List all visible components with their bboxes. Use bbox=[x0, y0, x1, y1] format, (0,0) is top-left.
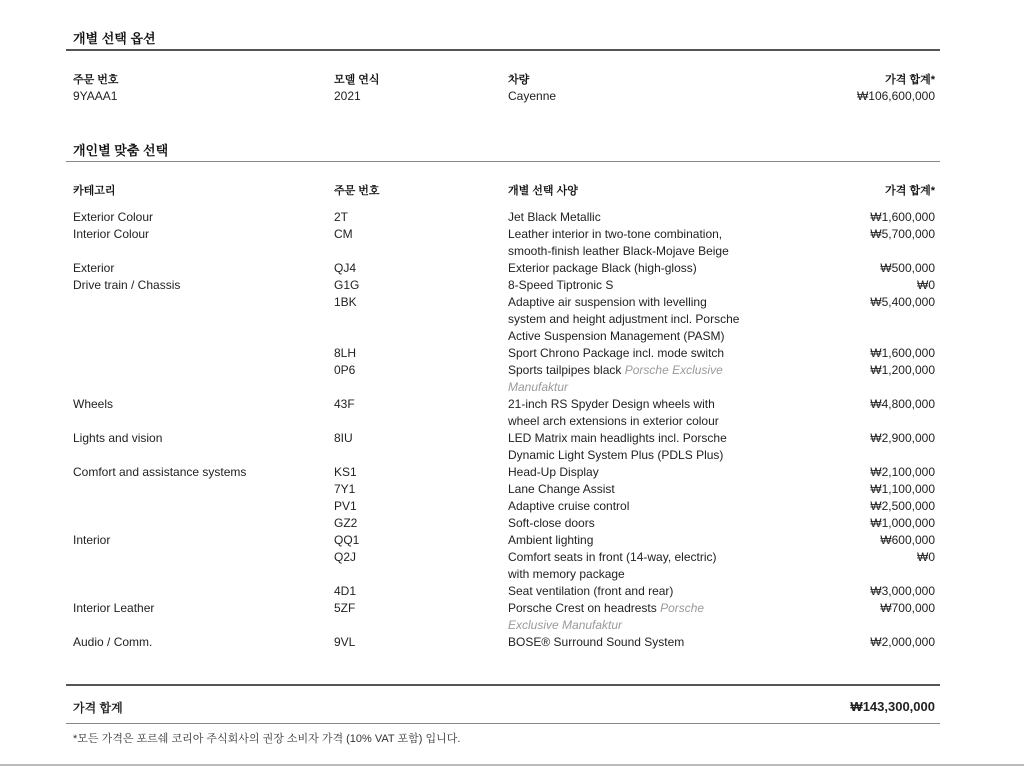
row-category: Audio / Comm. bbox=[73, 635, 153, 649]
row-description-line: BOSE® Surround Sound System bbox=[508, 635, 685, 649]
row-description-line: smooth-finish leather Black-Mojave Beige bbox=[508, 244, 729, 258]
row-price: ₩600,000 bbox=[880, 533, 935, 547]
row-category: Exterior bbox=[73, 261, 115, 275]
row-code: 9VL bbox=[334, 635, 356, 649]
row-price: ₩2,100,000 bbox=[870, 465, 935, 479]
row-code: 8IU bbox=[334, 431, 353, 445]
row-code: Q2J bbox=[334, 550, 357, 564]
row-description-line: Adaptive cruise control bbox=[508, 499, 630, 513]
row-category: Lights and vision bbox=[73, 431, 163, 445]
row-price: ₩3,000,000 bbox=[870, 584, 935, 598]
row-description-line: with memory package bbox=[508, 567, 625, 581]
row-description-line: Active Suspension Management (PASM) bbox=[508, 329, 725, 343]
row-description-line: 8-Speed Tiptronic S bbox=[508, 278, 614, 292]
row-description-line: Head-Up Display bbox=[508, 465, 599, 479]
row-price: ₩0 bbox=[917, 278, 935, 292]
model-year-label: 모델 연식 bbox=[334, 74, 380, 86]
divider bbox=[66, 684, 940, 686]
divider bbox=[66, 161, 940, 162]
row-description-line: Seat ventilation (front and rear) bbox=[508, 584, 674, 598]
row-price: ₩4,800,000 bbox=[870, 397, 935, 411]
row-price: ₩1,600,000 bbox=[870, 210, 935, 224]
price-header: 가격 합계* bbox=[885, 185, 935, 197]
row-code: 8LH bbox=[334, 346, 357, 360]
row-price: ₩2,900,000 bbox=[870, 431, 935, 445]
individual-options-title: 개별 선택 옵션 bbox=[73, 31, 156, 46]
divider bbox=[66, 723, 940, 724]
row-price: ₩1,200,000 bbox=[870, 363, 935, 377]
base-price-value: ₩106,600,000 bbox=[856, 89, 935, 103]
row-description-line: Porsche Crest on headrests Porsche bbox=[508, 601, 705, 615]
row-description-line: Ambient lighting bbox=[508, 533, 594, 547]
row-description bbox=[508, 549, 808, 583]
row-description-line: Lane Change Assist bbox=[508, 482, 615, 496]
row-description-line: Sport Chrono Package incl. mode switch bbox=[508, 346, 725, 360]
row-price: ₩0 bbox=[917, 550, 935, 564]
row-description bbox=[508, 226, 808, 260]
row-price: ₩1,600,000 bbox=[870, 346, 935, 360]
row-description-line: Dynamic Light System Plus (PDLS Plus) bbox=[508, 448, 724, 462]
row-description bbox=[508, 294, 808, 345]
row-description-line: Sports tailpipes black Porsche Exclusive bbox=[508, 363, 723, 377]
row-description-line: LED Matrix main headlights incl. Porsche bbox=[508, 431, 727, 445]
page-edge bbox=[0, 764, 1024, 766]
row-code: GZ2 bbox=[334, 516, 358, 530]
row-price: ₩2,000,000 bbox=[870, 635, 935, 649]
row-price: ₩5,400,000 bbox=[870, 295, 935, 309]
exclusive-manufaktur-note: Porsche Exclusive bbox=[621, 363, 723, 377]
grand-total-value: ₩143,300,000 bbox=[850, 699, 935, 714]
category-header: 카테고리 bbox=[73, 185, 116, 197]
row-price: ₩1,100,000 bbox=[870, 482, 935, 496]
row-category: Interior Leather bbox=[73, 601, 155, 615]
row-description-line: Jet Black Metallic bbox=[508, 210, 601, 224]
row-description-line: system and height adjustment incl. Porsche bbox=[508, 312, 740, 326]
divider bbox=[66, 49, 940, 51]
row-description bbox=[508, 209, 808, 226]
order-number-header: 주문 번호 bbox=[334, 185, 380, 197]
exclusive-manufaktur-note: Manufaktur bbox=[508, 380, 569, 394]
row-code: 1BK bbox=[334, 295, 357, 309]
row-code: 5ZF bbox=[334, 601, 356, 615]
exclusive-manufaktur-note: Porsche bbox=[656, 601, 705, 615]
footnote: *모든 가격은 포르쉐 코리아 주식회사의 권장 소비자 가격 (10% VAT 포함) 입니다. bbox=[73, 733, 461, 745]
row-code: 43F bbox=[334, 397, 355, 411]
row-category: Interior bbox=[73, 533, 111, 547]
row-description-line: 21-inch RS Spyder Design wheels with bbox=[508, 397, 715, 411]
custom-selection-title: 개인별 맞춤 선택 bbox=[73, 143, 169, 158]
row-price: ₩5,700,000 bbox=[870, 227, 935, 241]
row-description bbox=[508, 464, 808, 481]
row-code: CM bbox=[334, 227, 353, 241]
row-description-line: Leather interior in two-tone combination, bbox=[508, 227, 723, 241]
row-category: Wheels bbox=[73, 397, 114, 411]
row-description bbox=[508, 532, 808, 549]
row-description bbox=[508, 498, 808, 515]
exclusive-manufaktur-note: Exclusive Manufaktur bbox=[508, 618, 623, 632]
row-price: ₩700,000 bbox=[880, 601, 935, 615]
vehicle-value: Cayenne bbox=[508, 89, 557, 103]
row-description bbox=[508, 515, 808, 532]
row-description bbox=[508, 345, 808, 362]
row-price: ₩1,000,000 bbox=[870, 516, 935, 530]
row-category: Exterior Colour bbox=[73, 210, 154, 224]
row-code: 2T bbox=[334, 210, 349, 224]
row-description-line: wheel arch extensions in exterior colour bbox=[508, 414, 719, 428]
row-description bbox=[508, 277, 808, 294]
row-category: Interior Colour bbox=[73, 227, 150, 241]
row-description bbox=[508, 260, 808, 277]
row-description bbox=[508, 396, 808, 430]
row-price: ₩2,500,000 bbox=[870, 499, 935, 513]
row-description bbox=[508, 634, 808, 651]
row-code: 0P6 bbox=[334, 363, 356, 377]
row-category: Drive train / Chassis bbox=[73, 278, 181, 292]
row-description bbox=[508, 600, 808, 634]
row-description bbox=[508, 362, 808, 396]
order-number-value: 9YAAA1 bbox=[73, 89, 118, 103]
row-code: KS1 bbox=[334, 465, 357, 479]
row-description-line: Comfort seats in front (14-way, electric) bbox=[508, 550, 717, 564]
row-code: QQ1 bbox=[334, 533, 360, 547]
row-description-line: Exterior package Black (high-gloss) bbox=[508, 261, 697, 275]
model-year-value: 2021 bbox=[334, 89, 361, 103]
option-header: 개별 선택 사양 bbox=[508, 185, 578, 197]
row-code: QJ4 bbox=[334, 261, 357, 275]
row-code: G1G bbox=[334, 278, 360, 292]
row-code: 4D1 bbox=[334, 584, 357, 598]
grand-total-label: 가격 합계 bbox=[73, 701, 123, 715]
vehicle-label: 차량 bbox=[508, 74, 530, 86]
order-number-label: 주문 번호 bbox=[73, 74, 119, 86]
row-description bbox=[508, 481, 808, 498]
row-code: 7Y1 bbox=[334, 482, 356, 496]
row-description-line: Adaptive air suspension with levelling bbox=[508, 295, 707, 309]
row-description bbox=[508, 430, 808, 464]
row-description-line: Soft-close doors bbox=[508, 516, 595, 530]
row-price: ₩500,000 bbox=[880, 261, 935, 275]
row-category: Comfort and assistance systems bbox=[73, 465, 247, 479]
row-code: PV1 bbox=[334, 499, 357, 513]
price-total-label: 가격 합계* bbox=[885, 74, 935, 86]
row-description bbox=[508, 583, 808, 600]
